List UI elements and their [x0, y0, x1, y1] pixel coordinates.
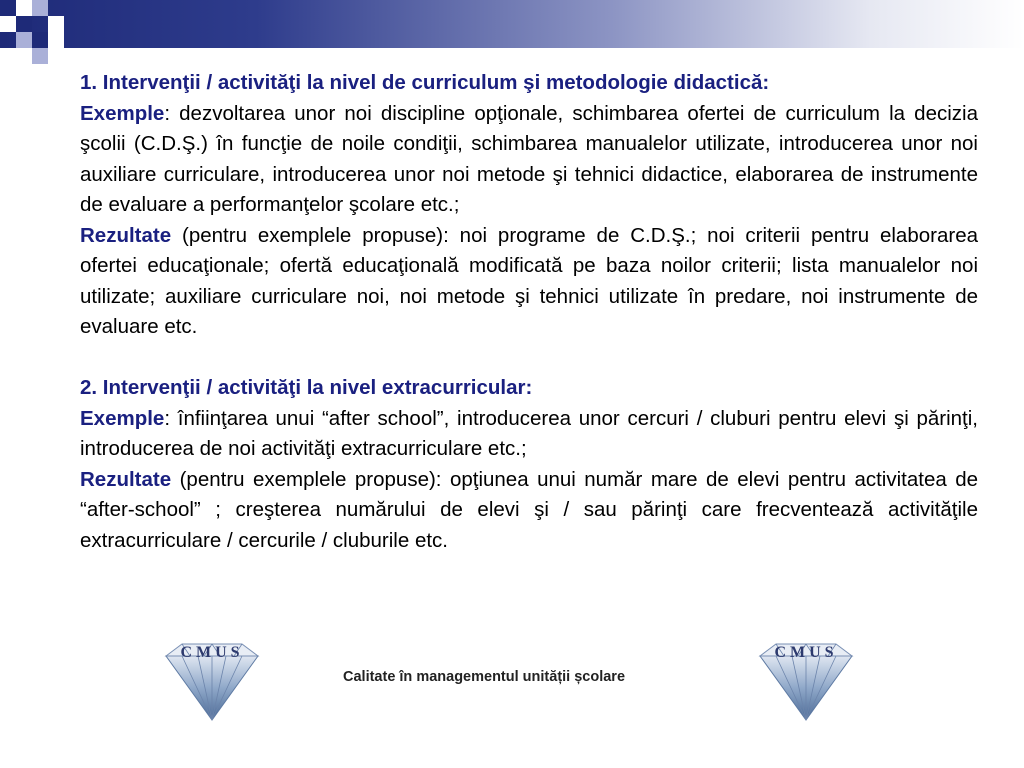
slide-body: [80, 68, 978, 556]
decor-square: [32, 48, 48, 64]
logo-lettering: CMUS: [180, 644, 244, 661]
footer-caption: Calitate în managementul unității școlare: [343, 669, 626, 685]
section1-examples-label: Exemple: [80, 101, 165, 125]
section2-examples-label: Exemple: [80, 406, 165, 430]
section2-heading: 2. Intervenţii / activităţi la nivel extracurricular:: [80, 376, 533, 399]
section1-results-label: Rezultate: [80, 223, 172, 247]
section1-examples: [80, 99, 978, 221]
section1-examples-text: : dezvoltarea unor noi discipline opţionale, schimbarea ofertei de curriculum la decizia şcolii (C.D.Ş.) în funcţie de noile condiţii, schimbarea manualelor utilizate, introducerea unor noi auxiliare curriculare, introducerea unor noi metode şi tehnici didactice, elaborarea de instrumente de evaluare a performanţelor şcolare etc.;: [80, 101, 978, 216]
decor-square: [16, 0, 32, 16]
section1-heading: 1. Intervenţii / activităţi la nivel de curriculum şi metodologie didactică:: [80, 71, 770, 94]
decor-square: [0, 16, 16, 32]
section2-results-text: (pentru exemplele propuse): opţiunea unui număr mare de elevi pentru activitatea de “after-school” ; creşterea numărului de elevi şi / sau părinţi care frecventează activităţile extracurriculare / cercurile / cluburile etc.: [80, 467, 978, 552]
decor-square: [16, 32, 32, 48]
logo-lettering: CMUS: [774, 644, 838, 661]
section2-results: [80, 465, 978, 557]
section2-examples: [80, 404, 978, 465]
header-gradient-bar: [0, 0, 1024, 48]
section-spacer: [80, 343, 978, 374]
cmus-diamond-logo-right: [754, 636, 858, 726]
cmus-diamond-logo-left: [160, 636, 264, 726]
decor-square: [32, 0, 48, 16]
decor-square: [48, 16, 64, 32]
section2-examples-text: : înfiinţarea unui “after school”, introducerea unor cercuri / cluburi pentru elevi şi părinţi, introducerea de noi activităţi extracurriculare etc.;: [80, 406, 978, 460]
decor-square: [32, 32, 48, 48]
section2-results-label: Rezultate: [80, 467, 172, 491]
decor-square: [48, 32, 64, 48]
decor-square: [0, 0, 16, 16]
decor-square: [16, 16, 32, 32]
section1-results-text: (pentru exemplele propuse): noi programe de C.D.Ş.; noi criterii pentru elaborarea ofertei educaţionale; ofertă educaţională modificată pe baza noilor criterii; lista manualelor noi utilizate; auxiliare curriculare noi, noi metode şi tehnici utilizate în predare, noi instrumente de evaluare etc.: [80, 223, 978, 338]
section1-results: [80, 221, 978, 343]
